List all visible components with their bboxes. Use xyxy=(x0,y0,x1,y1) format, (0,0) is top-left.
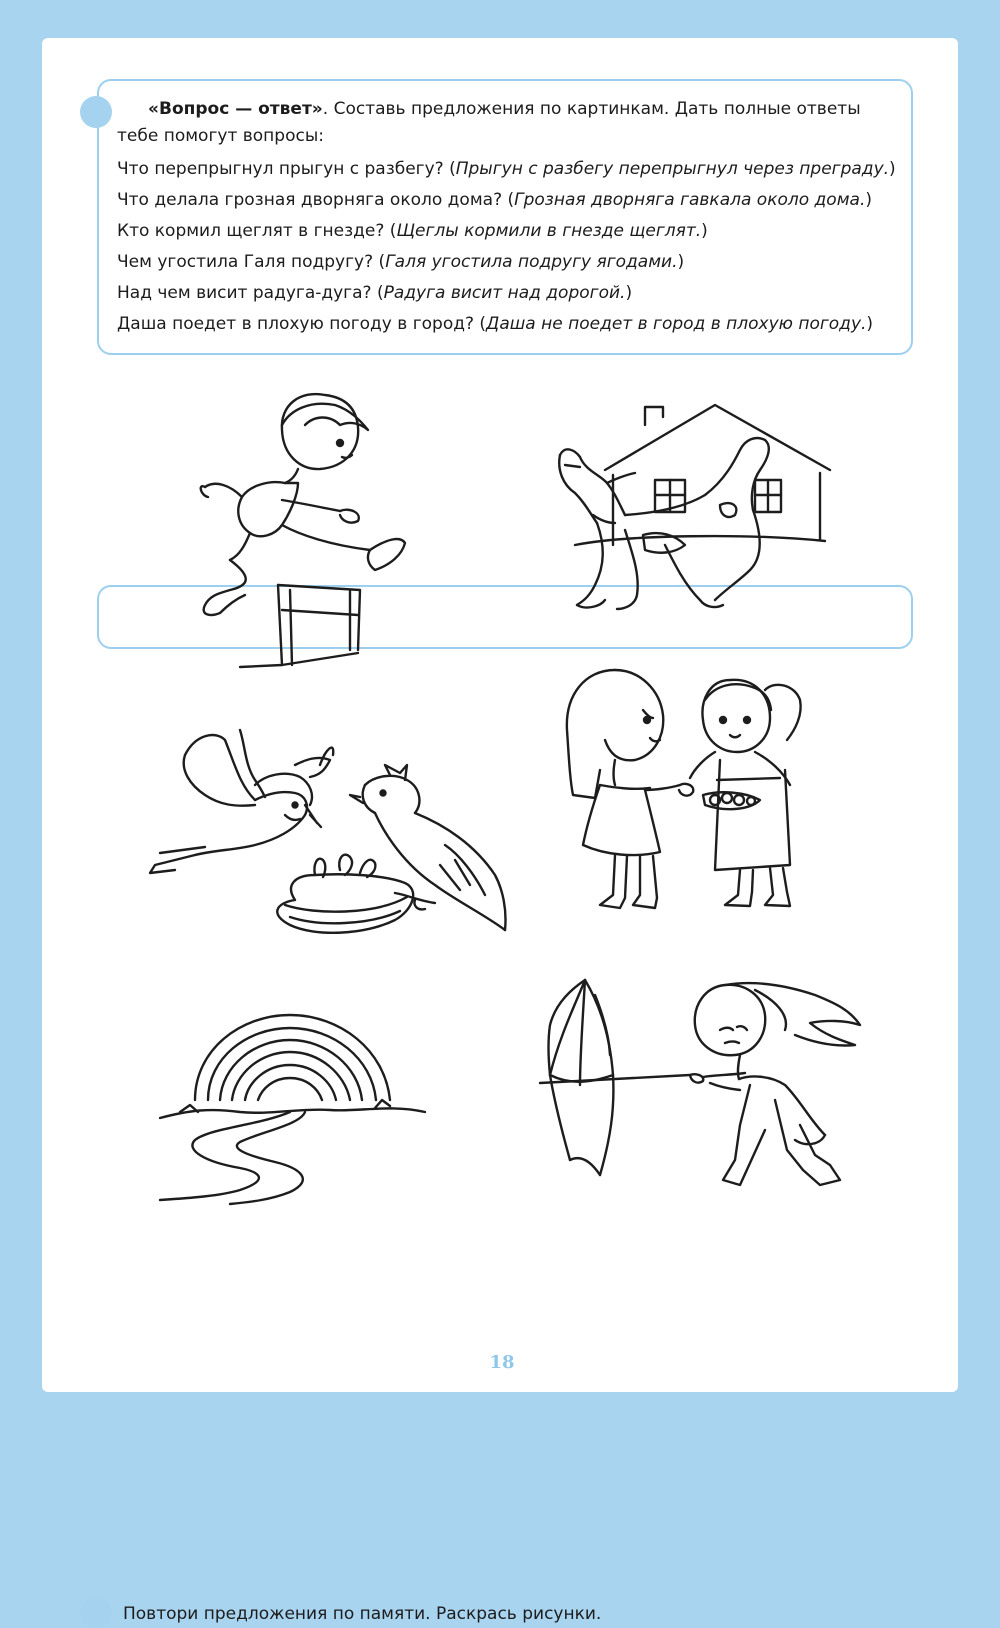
question-line: Чем угостила Галя подругу? (Галя угостила подругу ягодами.) xyxy=(117,252,685,272)
question-line: Что перепрыгнул прыгун с разбегу? (Прыгун с разбегу перепрыгнул через преграду.) xyxy=(117,159,896,179)
answer: Прыгун с разбегу перепрыгнул через преграду. xyxy=(455,159,890,179)
task-instructions: . Составь предложения по картинкам. Дать полные ответы тебе помогут вопросы: xyxy=(117,99,861,146)
answer: Галя угостила подругу ягодами. xyxy=(385,252,678,272)
question-line: Даша поедет в плохую погоду в город? (Даша не поедет в город в плохую погоду.) xyxy=(117,314,874,334)
answer: Радуга висит над дорогой. xyxy=(383,283,626,303)
dog-barking-near-house-illustration xyxy=(545,395,835,625)
question: Над чем висит радуга-дуга? xyxy=(117,283,372,303)
task-block xyxy=(117,96,897,340)
boy-jumping-hurdle-illustration xyxy=(190,385,420,685)
footer-bullet-icon xyxy=(80,1596,112,1628)
page-number: 18 xyxy=(489,1352,515,1373)
task-intro xyxy=(117,96,897,150)
footer-instruction: Повтори предложения по памяти. Раскрась рисунки. xyxy=(123,1604,602,1624)
question: Что делала грозная дворняга около дома? xyxy=(117,190,503,210)
girl-sharing-berries-illustration xyxy=(555,660,815,920)
girl-with-umbrella-in-wind-illustration xyxy=(525,975,865,1200)
task-bullet-icon xyxy=(80,96,112,128)
question-line: Кто кормил щеглят в гнезде? (Щеглы кормили в гнезде щеглят.) xyxy=(117,221,708,241)
question: Чем угостила Галя подругу? xyxy=(117,252,374,272)
question: Кто кормил щеглят в гнезде? xyxy=(117,221,385,241)
rainbow-over-road-illustration xyxy=(150,1000,435,1205)
question-line: Над чем висит радуга-дуга? (Радуга висит над дорогой.) xyxy=(117,283,633,303)
answer: Даша не поедет в город в плохую погоду. xyxy=(486,314,867,334)
question-line: Что делала грозная дворняга около дома? (Грозная дворняга гавкала около дома.) xyxy=(117,190,872,210)
answer: Грозная дворняга гавкала около дома. xyxy=(514,190,866,210)
goldfinches-feeding-chicks-illustration xyxy=(145,725,520,960)
task-title: «Вопрос — ответ» xyxy=(148,99,323,119)
question: Что перепрыгнул прыгун с разбегу? xyxy=(117,159,444,179)
question: Даша поедет в плохую погоду в город? xyxy=(117,314,474,334)
answer: Щеглы кормили в гнезде щеглят. xyxy=(396,221,702,241)
